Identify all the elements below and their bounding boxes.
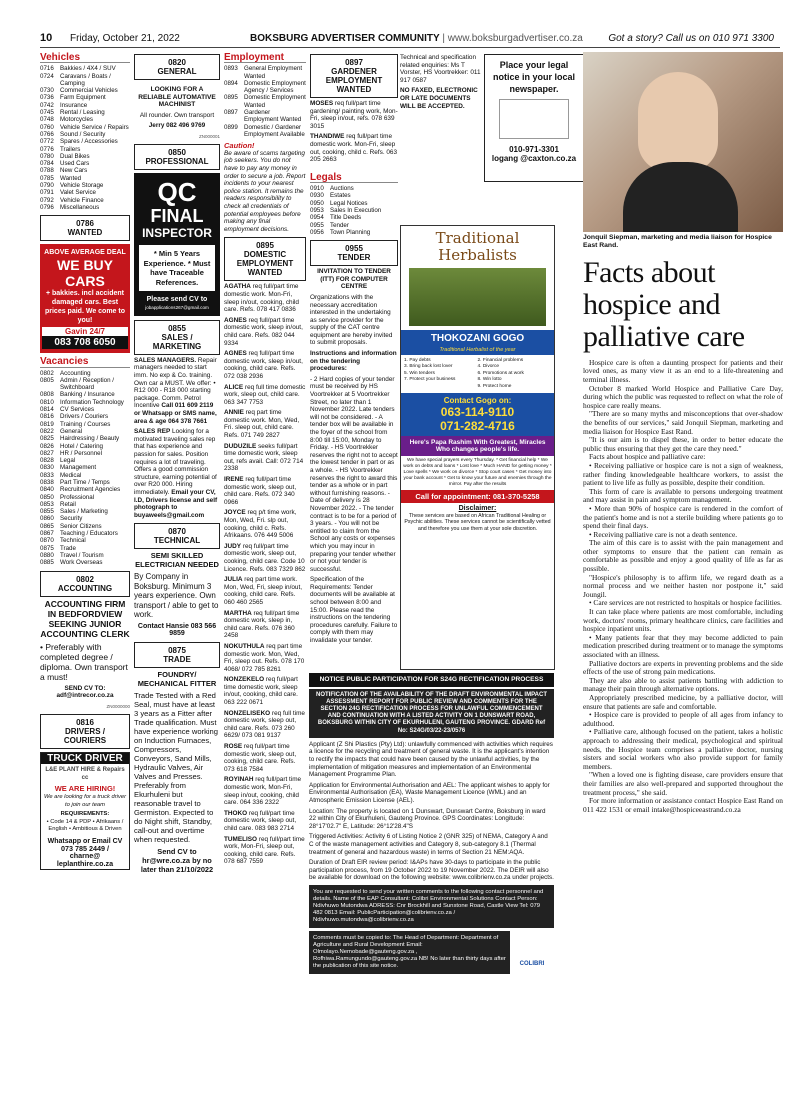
vacancy-index-label: Teaching / Educators (60, 530, 118, 538)
vehicle-index-label: Rental / Leasing (60, 109, 105, 117)
vacancy-index-code: 0855 (40, 508, 54, 516)
classified-ad (224, 810, 306, 833)
vehicle-index-code: 0780 (40, 152, 54, 160)
vacancy-index-code: 0802 (40, 369, 54, 377)
legal-index-code: 0930 (310, 192, 324, 200)
vacancy-index-label: Management (60, 464, 97, 472)
vehicle-index-label: Wanted (60, 174, 82, 182)
printer-icon (499, 99, 569, 139)
disclaimer: Disclaimer: These services are based on African Traditional Healing or Psychic abilities. These services cannot be scientifically vetted and therefore you use them at your sole discretion. (404, 505, 551, 532)
vacancy-index-code: 0819 (40, 420, 54, 428)
vacancy-index-code: 0850 (40, 493, 54, 501)
vacancy-index-label: Legal (60, 457, 76, 465)
classified-ad (224, 350, 306, 380)
vacancy-index-code: 0860 (40, 515, 54, 523)
story-paragraph: "Hospice's philosophy is to affirm life, we regard death as a normal process and we neither hasten nor postpone it," said Joungil. (583, 572, 783, 599)
herbalist-sub: Traditional Herbalist of the year (401, 347, 554, 355)
photo-caption: Jonquil Siepman, marketing and media liaison for Hospice East Rand. (583, 234, 772, 250)
story-paragraph: "It is our aim is to dispel these, in order to better educate the public thus ensuring that they get the care they need." (583, 435, 783, 453)
gardener-0897-box: 0897 GARDENER EMPLOYMENT WANTED (310, 54, 398, 98)
ad-name: JUDY (224, 542, 242, 550)
vacancy-index-code: 0853 (40, 500, 54, 508)
employment-index-label: Gardener Employment Wanted (244, 109, 302, 124)
ad-name: AGATHA (224, 283, 251, 291)
vehicle-index-code: 0792 (40, 196, 54, 204)
vehicle-index-code: 0785 (40, 174, 54, 182)
vacancy-index-label: Part Time / Temps (60, 478, 110, 486)
legal-index-code: 0955 (310, 221, 324, 229)
ad-text: req full/part time work, Mon-Fri, sleep out, cooking, child care. Refs. 078 687 7559 (224, 835, 305, 866)
ad-text: req full/part time domestic work. Mon-Fri, sleep in/out, cooking, child care. Refs. 078 417 0836 (224, 283, 299, 314)
classified-ad (224, 643, 306, 673)
ad-text: req full/part time domestic work, sleep out, child care. Refs. 072 340 0966 (224, 476, 297, 506)
notice-heading: NOTIFICATION OF THE AVAILABILITY OF THE DRAFT ENVIRONMENTAL IMPACT ASSESSMENT REPORT FOR PUBLIC REVIEW AND COMMENTS FOR THE SECTION 24G RECTIFICATION PROCESS FOR UNLAWFUL COMMENCEMENT AND CONTINUATION WITH A LISTED ACTIVITY ON 1 DUNSWART ROAD, BOKSBURG WITHIN CITY OF EKURHULENI, GAUTENG PROVINCE. GDARD Ref No: S24G/03/22-23/0576 (309, 689, 554, 738)
general-ad-body: All rounder. Own transport (139, 111, 215, 119)
vacancy-index-label: Senior Citizens (60, 522, 102, 530)
employment-index-label: General Employment Wanted (244, 65, 303, 80)
technical-ad-title: SEMI SKILLED ELECTRICIAN NEEDED (135, 551, 219, 570)
vacancy-index-code: 0814 (40, 406, 54, 414)
legal-ad-email[interactable]: logang @caxton.co.za (491, 154, 577, 163)
qc-ad-email[interactable]: jobapplications267@gmail.com (145, 304, 209, 310)
vacancy-index-code: 0808 (40, 391, 54, 399)
ad-name: IRENE (224, 476, 244, 484)
accounting-ad-cta: SEND CV TO: adf@intrecor.co.za (40, 685, 130, 700)
classified-ad (224, 443, 306, 473)
technical-0870-box: 0870 TECHNICAL (134, 523, 220, 549)
accounting-ad-body: • Preferably with completed degree / diploma. Own transport a must! (40, 641, 128, 682)
tender-spec: Specification of the Requirements: Tender documents will be available at school between 8:00 and 15:00. Please read the instructions on the tendering procedures carefully. Failure to comply with them may invalidate your tender. (310, 576, 398, 645)
colibri-logo: COLIBRI (519, 960, 545, 967)
vehicle-index-code: 0790 (40, 182, 54, 190)
legal-index-label: Tender (330, 221, 349, 229)
story-paragraph: • Hospice care is provided to people of all ages from infancy to adulthood. (583, 710, 783, 728)
vehicle-index-label: Vehicle Storage (60, 182, 104, 190)
service-item: 9. Protect home (477, 383, 512, 389)
vehicle-index-code: 0796 (40, 203, 54, 211)
vehicles-index (40, 65, 130, 211)
vacancy-index-label: Medical (60, 471, 82, 479)
herbs-image (409, 268, 546, 326)
sales-ad-2: SALES REP Looking for a motivated traveling sales rep that has experience and passion for sales. Position requires a lot of traveling. Offers a good commission structure, earning potential of over R20 000. Hiring immediately. Email your CV, I.D, Drivers license and self photograph to buyaweels@gmail.com (134, 428, 218, 519)
papa-rashim-line: Here's Papa Rashim With Greatest, Miracles Who changes people's life. (401, 436, 554, 456)
employment-heading: Employment (224, 52, 306, 63)
herbalist-contact: Contact Gogo on: 063-114-9110 071-282-4716 (401, 393, 554, 436)
vehicle-index-label: Used Cars (60, 160, 90, 168)
vehicle-index-label: Caravans / Boats / Camping (60, 72, 111, 87)
vacancies-heading: Vacancies (40, 356, 130, 367)
story-paragraph: • Care services are not restricted to hospitals or hospice facilities. (589, 598, 782, 608)
trade-0875-box: 0875 TRADE (134, 642, 220, 668)
we-buy-cars-ad: ABOVE AVERAGE DEAL WE BUY CARS + bakkies. incl accident damaged cars. Best prices paid. We come to you! Gavin 24/7 083 708 6050 (40, 244, 130, 353)
general-ad-title: LOOKING FOR A RELIABLE AUTOMATIVE MACHINIST (138, 86, 216, 109)
drivers-0816-box: 0816 DRIVERS / COURIERS (40, 714, 130, 749)
column-2 (134, 52, 220, 1112)
general-ad-ref: ZN000001 (198, 133, 220, 139)
vacancy-index-code: 0840 (40, 486, 54, 494)
ad-name: NONZEKELO (224, 676, 265, 684)
classified-ad (224, 509, 306, 539)
vacancy-index-code: 0838 (40, 478, 54, 486)
employment-index-label: Domestic / Gardener Employment Available (244, 123, 305, 138)
employment-index-code: 0894 (224, 79, 238, 87)
herbalist-ad (400, 225, 555, 670)
plant-hire-logo: L&E PLANT HIRE & Repairs cc (45, 767, 125, 781)
legal-index-code: 0954 (310, 214, 324, 222)
service-item: 8. Win lotto (477, 377, 502, 383)
vacancy-index-code: 0826 (40, 442, 54, 450)
ad-text: req full time domestic work, sleep out, child care. 063 347 7753 (224, 383, 306, 406)
story-paragraph: The aim of this care is to assist with the pain management and other symptoms to ensure that the patient can remain as comfortable as possible and enjoy a good quality of life as far as possible. (583, 538, 783, 574)
trade-ad-body: Trade Tested with a Red Seal, must have at least 3 years as a Fitter after Trade qualification. Must have experience working on Induction Furnaces, Compressors, Conveyors, Sand Mills, Hydraulic Valves, Air Valves and Presses. Preferably from Ekurhuleni but reasonable travel to Germiston. Expected to do Night shift, Standby, call-out and overtime when requested. (134, 691, 219, 845)
story-paragraph: For more information or assistance contact Hospice East Rand on 011 422 1531 or email intake@hospiceeastrand.co.za (583, 796, 783, 814)
story-paragraph: This form of care is available to persons undergoing treatment and may assist in pain and symptom management. (583, 486, 783, 505)
vacancy-index-label: Training / Courses (60, 420, 111, 428)
notice-title: NOTICE PUBLIC PARTICIPATION FOR S24G RECTIFICATION PROCESS (309, 673, 554, 687)
sales-ad-1: SALES MANAGERS. Repair managers needed to start imm. No exp & Co. training. Own car a MUST. We offer: • R12 000 - R18 000 starting package. Comm. Petrol Incentive Call 011 609 2119 or Whatsapp or SMS name, area & age 064 378 7661 (134, 356, 217, 425)
vacancy-index-label: Recruitment Agencies (60, 486, 121, 494)
vehicle-index-label: Miscellaneous (60, 203, 100, 211)
herbalist-services (401, 355, 554, 393)
ad-name: MARTHA (224, 609, 252, 617)
legal-index-code: 0950 (310, 199, 324, 207)
classified-ad (224, 283, 306, 313)
herbalist-name: THOKOZANI GOGO (401, 330, 554, 347)
employment-index-code: 0893 (224, 65, 238, 73)
vehicle-index-code: 0716 (40, 65, 54, 73)
ad-name: THOKO (224, 809, 248, 817)
employment-index-label: Domestic Employment Agency / Services (244, 79, 306, 95)
employment-index (224, 65, 306, 138)
vacancy-index-label: Retail (60, 500, 76, 508)
legal-index-code: 0910 (310, 185, 324, 193)
legal-index-label: Auctions (330, 185, 354, 193)
employment-index-code: 0899 (224, 123, 238, 131)
vehicle-index-label: Sound / Security (60, 130, 106, 138)
trade-ad-title: FOUNDRY/ MECHANICAL FITTER (137, 670, 217, 689)
domestic-ads (224, 283, 306, 866)
vehicle-index-code: 0736 (40, 94, 54, 102)
service-item: 5. Win tenders (404, 370, 435, 376)
truck-ad-email[interactable]: charne@ leplanthire.co.za (56, 851, 114, 868)
ad-text: req part time domestic work. Mon, Wed, Fri, sleep out. Refs. 078 170 4068/ 072 785 8261 (224, 642, 305, 673)
vacancy-index-label: Security (60, 515, 83, 523)
vehicle-index-label: Vehicle Finance (60, 196, 104, 204)
tender-inst: - 2 Hard copies of your tender must be received by HS Voortrekker at 5 Voortrekker Street, no later than 1 November 2022. Late tenders will not be considered. - A tender box will be available in the foyer of the school from 8:00 till 15:00, Monday to Friday. - HS Voortrekker reserves the right not to accept the lowest tender in part or as a whole. - HS Voortrekker reserves the right to award this tender as a whole or in part without furnishing reasons. - Date of delivery is 28 November 2022. - The tender contract is to be for a period of 3 years. - You will not be entitled to claim from the School any costs or expenses which you may incur in preparing your tender whether or not your tender is successful. (310, 375, 398, 573)
vacancy-index-code: 0867 (40, 530, 54, 538)
accounting-0802-box: 0802 ACCOUNTING (40, 571, 130, 597)
vacancy-index-code: 0822 (40, 427, 54, 435)
vehicle-index-label: Valet Service (60, 189, 96, 197)
vehicle-index-label: Bakkies / 4X4 / SUV (60, 65, 116, 73)
vehicle-index-label: Spares / Accessories (60, 138, 118, 146)
legal-index-label: Legal Notices (330, 199, 368, 207)
tender-intro: Organizations with the necessary accreditation interested in the undertaking as service provider for the supply of the CAT centre equipment are hereby invited to submit proposals. (310, 293, 393, 347)
vacancy-index-label: Sales / Marketing (60, 508, 108, 516)
vehicle-index-code: 0748 (40, 116, 54, 124)
vacancies-index (40, 370, 130, 567)
vehicle-index-label: New Cars (60, 167, 88, 175)
employment-index-label: Domestic Employment Wanted (244, 94, 306, 109)
story-paragraph: October 8 marked World Hospice and Palliative Care Day, during which the public was requested to reflect on what the role of hospice care really means. (583, 383, 783, 410)
classified-ad (224, 743, 306, 773)
service-item (404, 384, 478, 390)
jonquil-photo (583, 52, 783, 232)
hospice-story (583, 52, 783, 814)
legal-index-code: 0956 (310, 228, 324, 236)
ad-text: req full/part time domestic work, sleep in/out, cooking, child care. 063 222 0671 (224, 676, 298, 707)
story-paragraph: • More than 90% of hospice care is rendered in the comfort of the patient's home and is not a sterile building where patients go to spend their final days. (583, 503, 783, 531)
vehicle-index-code: 0724 (40, 72, 54, 80)
ad-name: ROSE (224, 743, 243, 751)
legal-index-label: Town Planning (330, 228, 371, 236)
story-headline: Facts about hospice and palliative care (583, 255, 745, 353)
story-paragraph: "When a loved one is fighting disease, care providers ensure that their families are also well-prepared and supported throughout the treatment process," she said. (583, 770, 783, 797)
ad-name: TUMELISO (224, 835, 258, 843)
tender-no-email: NO FAXED, ELECTRONIC OR LATE DOCUMENTS WILL BE ACCEPTED. (400, 87, 478, 110)
vehicle-index-code: 0784 (40, 160, 54, 168)
general-ad-contact: Jerry 082 496 9769 (148, 122, 206, 130)
classified-ad (224, 676, 306, 706)
vacancy-index-label: Trade (60, 544, 76, 552)
service-item: 7. Protect your business (404, 377, 456, 383)
ad-name: THANDIWE (310, 133, 345, 141)
ad-name: NONZELISEKO (224, 709, 271, 717)
legal-notice-ad: Place your legal notice in your local newspaper. 010-971-3301 logang @caxton.co.za (484, 54, 584, 182)
accounting-email[interactable]: adf@intrecor.co.za (56, 692, 114, 700)
ad-text: req full time domestic work, sleep out, child care. Refs. 073 260 6629/ 073 081 9137 (224, 709, 305, 740)
classified-ad (224, 317, 306, 347)
papa-rashim-services: We have special prayers every Thursday. * Get financial help * We work on debts and loans * Lost love * Much HAND for getting money * Love spells * We work on divorce * Stop court cases * Get money into your bank account * Get to know your future and enemies through the mirror. Pay after the results (403, 458, 552, 488)
sales-0855-box: 0855 SALES / MARKETING (134, 320, 220, 355)
classified-ad (224, 710, 306, 740)
vacancy-index-label: CV Services (60, 406, 95, 414)
vacancy-index-label: Work Overseas (60, 559, 103, 567)
vacancy-index-code: 0885 (40, 559, 54, 567)
ad-name: AGNES (224, 350, 247, 358)
vacancy-index-label: Drivers / Couriers (60, 413, 109, 421)
ad-text: req full/part time domestic work, sleep in/out, cooking, child care. Refs. 072 038 2936 (224, 350, 303, 380)
service-item: 6. Promotions at work (477, 370, 524, 376)
classified-ad (224, 543, 306, 573)
story-paragraph: "There are so many myths and misconceptions that over-shadow the benefits of our services," said Jonquil Siepman, marketing and media liaison for Hospice East Rand. (583, 409, 783, 436)
story-paragraph: They are also able to assist patients battling with addiction to manage their pain through alternative options. (583, 675, 783, 694)
gardener-ads (310, 100, 398, 164)
notice-contact: You are requested to send your written comments to the following contact personnel and details. Name of the EAP Consultant: Colibri Environmental Solutions Contact Person: Ndivhuwo Mutondwa ADRESS: Cnr Brockhill and Sunstone Road, Castle View Tel: 079 482 0813 Email: PublicParticipation@colibrienv.co.za / Ndivhuwo.mutondwa@colibrienv.co.za (309, 885, 554, 928)
classified-ad (224, 384, 306, 407)
ad-name: ALICE (224, 383, 244, 391)
ad-text: req full/part time domestic work, Mon-Fri, sleep in/out, cooking, child care. 064 336 2322 (224, 776, 302, 807)
vacancy-index-label: Accounting (60, 369, 91, 377)
classified-ad (310, 100, 398, 130)
vehicles-heading: Vehicles (40, 52, 130, 63)
page-header (40, 32, 780, 46)
story-paragraph: Appropriately prescribed medicine, by a palliative doctor, will ensure that patients are safe and comfortable. (583, 692, 783, 711)
service-item: 1. Pay debts (404, 358, 431, 363)
story-paragraph: Hospice care is often a daunting prospect for patients and their loved ones, as many view it as an end to a life-threatening and terminal illness. (583, 357, 783, 384)
vacancy-index-code: 0810 (40, 398, 54, 406)
technical-ad-body: By Company in Boksburg. Minimum 3 years experience. Own transport / able to get to work. (134, 572, 219, 620)
ad-name: JOYCE (224, 509, 246, 517)
vehicle-index-label: Insurance (60, 101, 88, 109)
ad-text: req full/part time gardening/ painting work, Mon-Fri, sleep in/out, refs. 078 639 3015 (310, 100, 398, 130)
ad-name: MOSES (310, 100, 334, 107)
notice-body: Applicant (Z Shi Plastics (Pty) Ltd): unlawfully commenced with activities which requires a licence for the recycling and treatment of general waste. It is the applicant's intention to rectify the impacts that could have been caused by the unlawful activities, by the implementation of mitigation measures and implementation of an Environmental Management Programme Plan. Application for Environmental Authorisation and AEL: The applicant wishes to apply for Environmental Authorisation (EA), Waste Management Licence (WML) and an Atmospheric Emission License (AEL). Location: The property is located on 1 Dunswart, Dunswart Centre, Boksburg in ward 22 within City of Ekurhuleni, Gauteng Province. GPS Coordinates: Longitude: 28°17'02.7" E, Latitude: 26°12'28.4"S Triggered Activities: Activity 6 of Listing Notice 2 (GNR 325) of NEMA, Category A and C of the waste management activities and Category 8, sub-category 8.1 (Thermal treatment of general and hazardous waste) in terms of Section 21 NEM:AQA. Duration of Draft EIR review period: I&APs have 30-days to participate in the public participation process, from 19 October 2022 to 19 November 2022. The DEIR will also be available for download on the following website: www.colibrienv.co.za under projects. (309, 740, 554, 882)
classified-ad (224, 476, 306, 506)
ad-text: req p/t time work, Mon, Wed, Fri. slp out, cooking, child c. Refs. Afrikaans. 076 449 5006 (224, 509, 297, 540)
vacancy-index-label: HR / Personnel (60, 449, 102, 457)
notice-footer-row (309, 931, 554, 974)
column-1 (40, 52, 130, 1112)
ad-name: ANNIE (224, 409, 244, 417)
vacancy-index-label: Banking / Insurance (60, 391, 115, 399)
vehicle-index-code: 0791 (40, 189, 54, 197)
vacancy-index-label: Travel / Tourism (60, 551, 104, 559)
vacancy-index-code: 0816 (40, 413, 54, 421)
vacancy-index-code: 0880 (40, 551, 54, 559)
vehicle-index-code: 0772 (40, 138, 54, 146)
service-item: 3. Bring back lost lover (404, 364, 453, 370)
ad-text: req part time work. Mon, Wed, Fri, sleep in/out, cooking, child care. Refs. 060 460 2565 (224, 576, 303, 606)
story-paragraph: Facts about hospice and palliative care: (589, 452, 706, 462)
vehicle-index-code: 0776 (40, 145, 54, 153)
legal-index-label: Sales In Execution (330, 206, 382, 214)
general-0820-box: 0820 GENERAL (134, 54, 220, 80)
professional-0850-box: 0850 PROFESSIONAL (134, 144, 220, 170)
ad-text: req full/part time domestic work, sleep in/out, child care. Refs. 082 044 9334 (224, 316, 303, 347)
tender-tech: Technical and specification related enquiries: Ms T Vorster, HS Voortrekker: 011 917 0587 (400, 54, 481, 84)
classified-ad (224, 576, 306, 606)
vehicle-index-label: Vehicle Service / Repairs (60, 123, 129, 131)
story-paragraph: Palliative doctors are experts in preventing problems and the side effects of the use of strong pain medications. (583, 658, 783, 677)
vacancy-index-code: 0825 (40, 435, 54, 443)
ad-name: DUDUZILE (224, 442, 257, 450)
column-4 (310, 52, 398, 672)
vacancy-index-label: Hotel / Catering (60, 442, 103, 450)
accounting-ref: ZN0000000 (106, 703, 130, 709)
vacancy-index-code: 0830 (40, 464, 54, 472)
vehicle-index-code: 0730 (40, 87, 54, 95)
legals-heading: Legals (310, 172, 398, 183)
service-item: 2. Financial problems (477, 358, 524, 363)
story-paragraph: • Receiving palliative or hospice care is not a sign of weakness, rather finding knowledgeable healthcare workers, to assist the patient to live life as fully as possible, despite their condition. (583, 460, 783, 488)
vacancy-index-code: 0833 (40, 471, 54, 479)
vacancy-index-label: Information Technology (60, 398, 124, 406)
header-rule (40, 47, 780, 48)
classified-ad (224, 836, 306, 866)
classified-ad (224, 776, 306, 806)
vehicle-index-label: Farm Equipment (60, 94, 106, 102)
ad-text: req full/part time domestic work, sleep out, child care. 083 983 2714 (224, 809, 297, 832)
vehicle-index-code: 0766 (40, 130, 54, 138)
tender-0955-box: 0955 TENDER (310, 240, 398, 266)
vacancy-index-code: 0805 (40, 376, 54, 384)
vacancy-index-label: Admin / Reception / Switchboard (60, 376, 114, 392)
employment-index-code: 0897 (224, 109, 238, 117)
ad-text: req part time domestic work. Mon, Wed, Fri. sleep out, child care. Refs. 071 749 2827 (224, 409, 300, 440)
vacancy-index-label: Professional (60, 493, 95, 501)
vehicle-index-code: 0788 (40, 167, 54, 175)
column-3 (224, 52, 306, 1112)
ad-text: req full/part time domestic work, sleep out, cooking, child care. Code 10 Licence. Refs. 083 7329 862 (224, 542, 306, 573)
vacancy-index-label: General (60, 427, 83, 435)
legal-index-code: 0953 (310, 206, 324, 214)
ad-text: req full/part time domestic work, sleep out, cooking, child care. Refs. 073 618 7584 (224, 743, 297, 773)
ad-text: req full/part time domestic work. Mon-Fri, sleep out, cooking, child c. Refs. 063 205 2663 (310, 133, 398, 164)
column-5-top (400, 52, 482, 222)
vehicle-index-label: Trailers (60, 145, 81, 153)
truck-driver-ad: TRUCK DRIVER L&E PLANT HIRE & Repairs cc WE ARE HIRING! We are looking for a truck driver to join our team REQUIREMENTS: • Code 14 & PDP • Afrikaans / English • Ambitious & Driven Whatsapp or Email CV 073 785 2449 / charne@ leplanthire.co.za (40, 752, 130, 870)
vacancy-index-label: Hairdressing / Beauty (60, 435, 120, 443)
vehicle-index-code: 0745 (40, 109, 54, 117)
ad-text: req full/part time domestic work, sleep in, child care. Refs. 076 360 2458 (224, 609, 300, 640)
technical-ad-contact: Contact Hansie 083 566 9859 (137, 622, 217, 638)
vacancy-index-code: 0827 (40, 449, 54, 457)
story-paragraph: • Many patients fear that they may become addicted to pain medication prescribed during treatment or to manage the symptoms associated with an illness. (583, 632, 783, 659)
story-body (583, 359, 783, 814)
issue-date: Friday, October 21, 2022 (70, 33, 180, 44)
classified-ad (310, 133, 398, 163)
caution-note: Caution! Be aware of scams targeting job seekers. You do not have to pay any money in order to secure a job. Report incidents to your nearest police station. It remains the readers responsibility to check all credentials of potential employees before making any final employment decisions. (224, 141, 306, 233)
appointment-line: Call for appointment: 081-370-5258 (401, 490, 554, 503)
qc-inspector-ad: QC FINAL INSPECTOR * Min 5 Years Experience. * Must have Traceable References. Please send CV to jobapplications267@gmail.com (134, 173, 220, 316)
vehicle-index-code: 0760 (40, 123, 54, 131)
publication-name: BOKSBURG ADVERTISER COMMUNITY | www.boksburgadvertiser.co.za (250, 33, 583, 44)
service-item: 4. Divorce (477, 364, 500, 370)
legal-index-label: Title Deeds (330, 214, 362, 222)
public-notice (309, 673, 554, 974)
ad-name: ROYINAH (224, 776, 254, 784)
story-paragraph: • Palliative care, although focused on the patient, takes a holistic approach to addressing their medical, psychological and spiritual needs, the Hospice team comprises a palliative doctor, nursing sisters and social workers who also provide support for family members. (583, 727, 783, 771)
vehicle-index-code: 0742 (40, 101, 54, 109)
ad-name: NOKUTHULA (224, 642, 265, 650)
tender-inst-head: Instructions and information on the tendering procedures: (310, 350, 397, 373)
story-paragraph: • Receiving palliative care is not a death sentence. (589, 529, 738, 539)
trade-ad-cta: Send CV to hr@wre.co.za by no later than 21/10/2022 (140, 847, 214, 875)
tender-title: INVITATION TO TENDER (ITT) FOR COMPUTER CENTRE (317, 268, 391, 291)
wanted-0786-box: 0786 WANTED (40, 215, 130, 241)
vacancy-index-label: Technical (60, 537, 86, 545)
got-story-line: Got a story? Call us on 010 971 3300 (608, 33, 774, 44)
story-paragraph: It can take place where patients are most comfortable, including work, doctors' rooms, primary healthcare clinics, care facilities and hospice inpatient units. (583, 607, 783, 634)
vacancy-index-code: 0865 (40, 522, 54, 530)
ad-name: JULIA (224, 576, 243, 584)
vehicle-index-label: Commercial Vehicles (60, 87, 118, 95)
legals-index (310, 185, 398, 236)
vacancy-index-code: 0828 (40, 457, 54, 465)
domestic-0895-box: 0895 DOMESTIC EMPLOYMENT WANTED (224, 237, 306, 281)
page-number: 10 (40, 32, 53, 44)
vehicle-index-label: Dual Bikes (60, 152, 90, 160)
website-link[interactable]: | www.boksburgadvertiser.co.za (442, 33, 583, 44)
notice-copy-to: Comments must be copied to: The Head of Department: Department of Agriculture and Rural Development Email: Olmolayo.Nemobade@gauteng.gov.za , Rofhiwa.Ramungundo@gauteng.gov.za NB! No later than thirty days after the publication of this site notice. (309, 931, 510, 974)
classified-ad (224, 610, 306, 640)
ad-name: AGNES (224, 316, 247, 324)
accounting-ad-title: ACCOUNTING FIRM IN BEDFORDVIEW SEEKING JUNIOR ACCOUNTING CLERK (40, 598, 130, 639)
classified-ad (224, 409, 306, 439)
vacancy-index-code: 0870 (40, 537, 54, 545)
legal-index-label: Estates (330, 192, 351, 200)
ad-text: seeks full/part time domestic work, sleep out, refs avail. Call: 072 714 2338 (224, 442, 304, 473)
employment-index-code: 0895 (224, 94, 238, 102)
herbalist-title: Traditional Herbalists (435, 229, 520, 264)
vehicle-index-label: Motorcycles (60, 116, 94, 124)
vacancy-index-code: 0875 (40, 544, 54, 552)
